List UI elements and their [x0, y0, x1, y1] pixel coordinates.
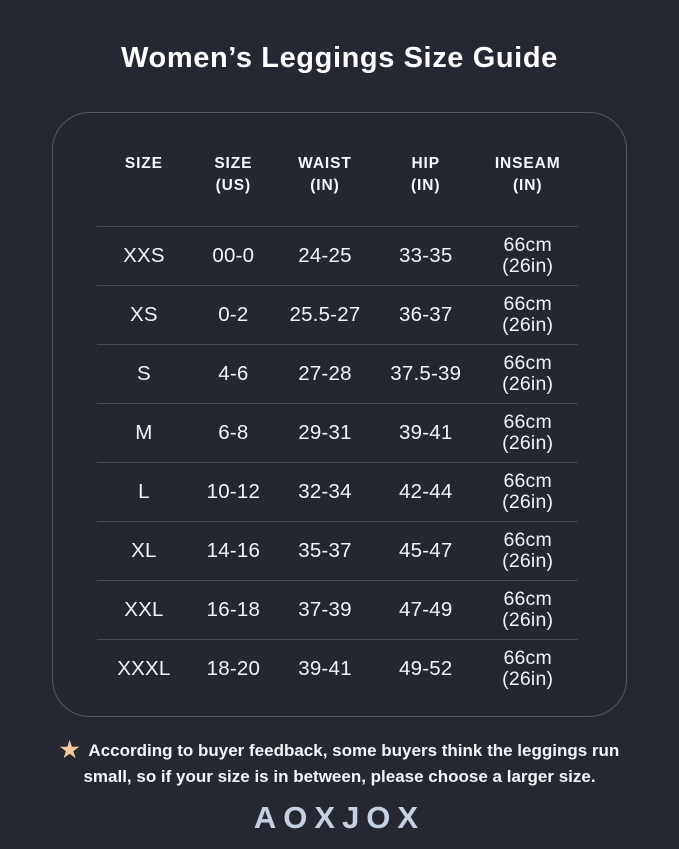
cell-size-us: 0-2 [218, 303, 249, 326]
cell-waist: 24-25 [298, 244, 352, 267]
cell-waist: 32-34 [298, 480, 352, 503]
cell-size: XL [131, 539, 157, 562]
size-chart-card [52, 112, 627, 717]
note-line2: small, so if your size is in between, please choose a larger size. [83, 767, 596, 786]
column-header-sub: (US) [215, 177, 252, 194]
inseam-cm-value: 66cm [503, 351, 552, 374]
cell-inseam [477, 530, 578, 573]
cell-size: L [138, 480, 150, 503]
cell-waist: 39-41 [298, 657, 352, 680]
table-row [97, 226, 578, 285]
column-header-sub: (IN) [411, 177, 441, 194]
cell-size-us: 10-12 [206, 480, 261, 503]
cell-inseam [477, 589, 578, 632]
cell-size-us: 6-8 [218, 421, 249, 444]
cell-size: XXL [124, 598, 164, 621]
inseam-cm-value: 66cm [503, 646, 552, 669]
column-header-inseam [477, 153, 578, 226]
inseam-cm-value: 66cm [503, 233, 552, 256]
table-body [97, 226, 578, 698]
inseam-in-value: (26in) [502, 668, 554, 690]
column-header-label: SIZE [124, 155, 163, 172]
column-header-label: SIZE [214, 155, 253, 172]
column-header-waist [276, 153, 374, 226]
note-line1: According to buyer feedback, some buyers think the leggings run [88, 741, 620, 760]
cell-inseam [477, 294, 578, 337]
cell-waist: 37-39 [298, 598, 352, 621]
cell-waist: 29-31 [298, 421, 352, 444]
cell-inseam [477, 648, 578, 691]
cell-size: XS [130, 303, 158, 326]
cell-hip: 49-52 [399, 657, 453, 680]
cell-size: S [136, 362, 151, 385]
cell-waist: 27-28 [298, 362, 352, 385]
cell-size-us: 14-16 [206, 539, 261, 562]
cell-hip: 42-44 [399, 480, 453, 503]
column-header-label: INSEAM [494, 155, 561, 172]
table-row [97, 521, 578, 580]
cell-inseam [477, 353, 578, 396]
column-header-sub: (IN) [512, 177, 543, 194]
column-header-label: WAIST [298, 155, 352, 172]
cell-waist: 25.5-27 [289, 303, 361, 326]
column-header-sub: (IN) [310, 177, 340, 194]
cell-hip: 37.5-39 [390, 362, 462, 385]
buyer-feedback-note [20, 736, 659, 790]
table-row [97, 462, 578, 521]
star-icon: ★ [59, 737, 80, 762]
brand-logo: AOXJOX [253, 800, 426, 835]
table-header-row [97, 153, 578, 226]
cell-hip: 45-47 [399, 539, 453, 562]
cell-size-us: 00-0 [212, 244, 255, 267]
inseam-in-value: (26in) [502, 432, 554, 454]
column-header-hip [374, 153, 477, 226]
cell-size-us: 18-20 [206, 657, 261, 680]
inseam-in-value: (26in) [502, 255, 554, 277]
inseam-in-value: (26in) [502, 609, 554, 631]
table-row [97, 639, 578, 698]
inseam-in-value: (26in) [502, 373, 554, 395]
table-row [97, 580, 578, 639]
cell-inseam [477, 235, 578, 278]
cell-size-us: 16-18 [206, 598, 261, 621]
inseam-in-value: (26in) [502, 550, 554, 572]
inseam-cm-value: 66cm [503, 469, 552, 492]
column-header-size-us [191, 153, 276, 226]
cell-hip: 39-41 [399, 421, 453, 444]
inseam-cm-value: 66cm [503, 292, 552, 315]
cell-hip: 36-37 [399, 303, 453, 326]
cell-waist: 35-37 [298, 539, 352, 562]
table-row [97, 403, 578, 462]
cell-hip: 47-49 [399, 598, 453, 621]
cell-inseam [477, 471, 578, 514]
column-header-size [97, 153, 191, 226]
cell-inseam [477, 412, 578, 455]
column-header-label: HIP [411, 155, 440, 172]
page-title: Women’s Leggings Size Guide [121, 42, 558, 74]
cell-size-us: 4-6 [218, 362, 249, 385]
cell-hip: 33-35 [399, 244, 453, 267]
inseam-cm-value: 66cm [503, 410, 552, 433]
table-row [97, 344, 578, 403]
inseam-in-value: (26in) [502, 491, 554, 513]
cell-size: XXXL [117, 657, 171, 680]
inseam-in-value: (26in) [502, 314, 554, 336]
inseam-cm-value: 66cm [503, 528, 552, 551]
cell-size: XXS [123, 244, 165, 267]
cell-size: M [135, 421, 153, 444]
table-row [97, 285, 578, 344]
inseam-cm-value: 66cm [503, 587, 552, 610]
